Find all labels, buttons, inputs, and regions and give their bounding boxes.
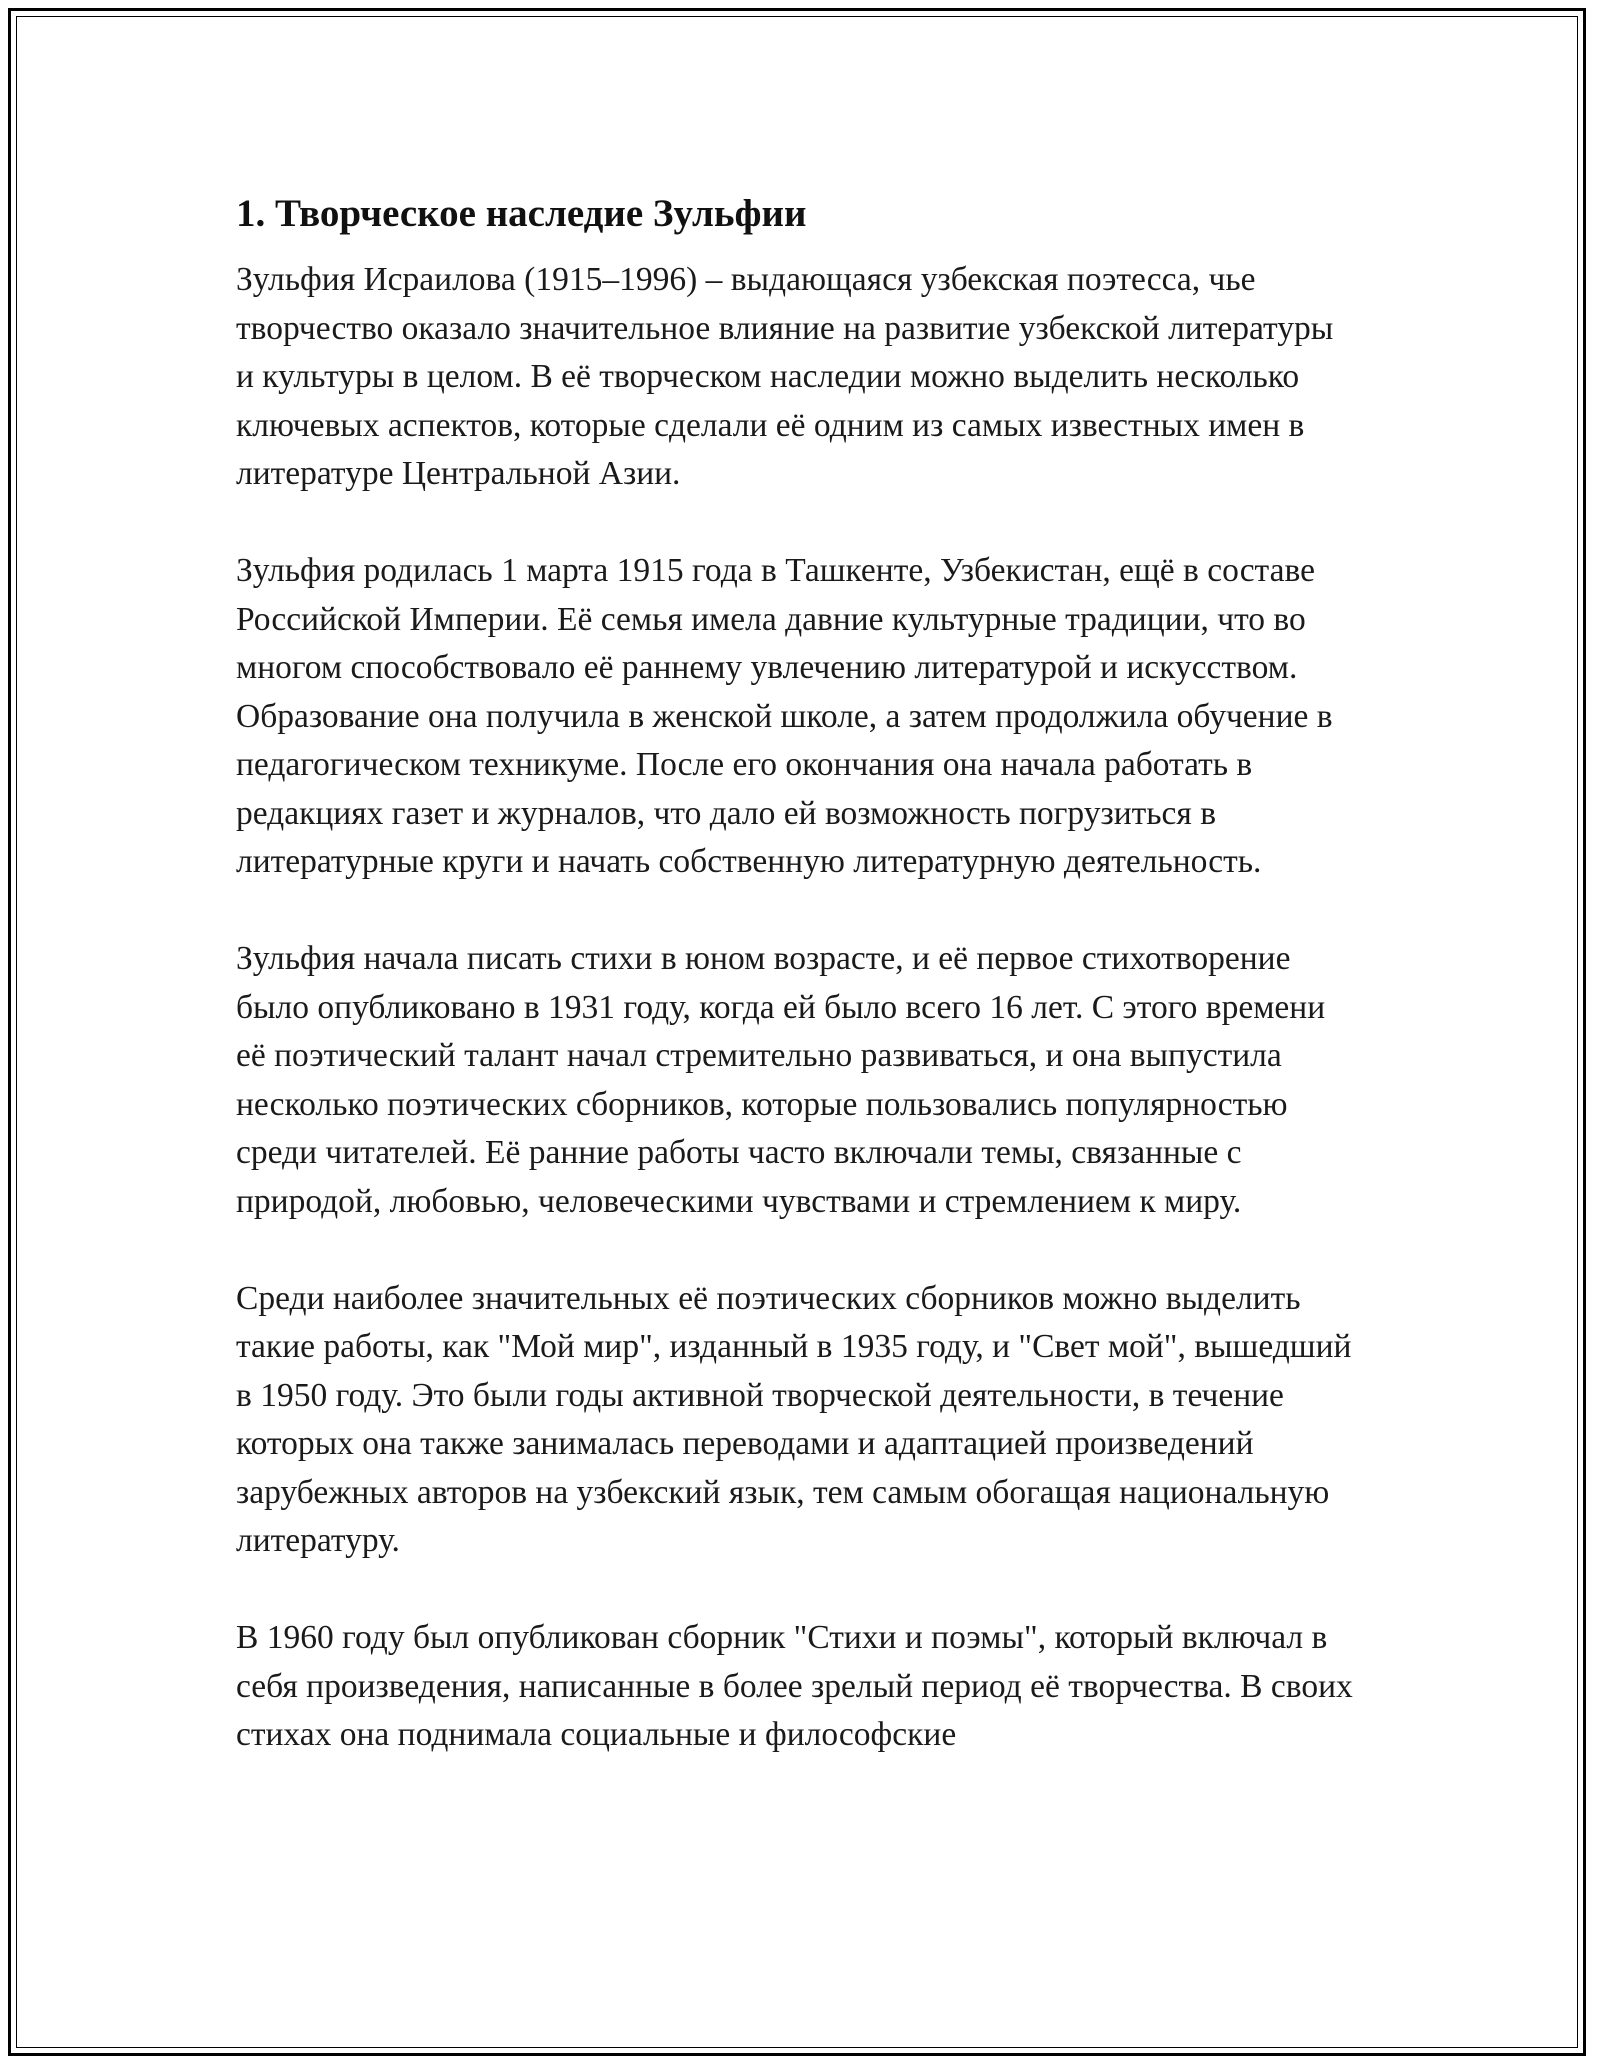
document-body <box>236 186 1356 1808</box>
paragraph-biography: Зульфия родилась 1 марта 1915 года в Ташкенте, Узбекистан, ещё в составе Российской Империи. Её семья имела давние культурные традиции, что во многом способствовало её раннему увлечению литературой и искусством. Образование она получила в женской школе, а затем продолжила обучение в педагогическом техникуме. После его окончания она начала работать в редакциях газет и журналов, что дало ей возможность погрузиться в литературные круги и начать собственную литературную деятельность. <box>236 552 1333 880</box>
paragraph-collections: Среди наиболее значительных её поэтических сборников можно выделить такие работы, как "Мой мир", изданный в 1935 году, и "Свет мой", вышедший в 1950 году. Это были годы активной творческой деятельности, в течение которых она также занималась переводами и адаптацией произведений зарубежных авторов на узбекский язык, тем самым обогащая национальную литературу. <box>236 1279 1352 1559</box>
paragraph-later-work: В 1960 году был опубликован сборник "Стихи и поэмы", который включал в себя произведения, написанные в более зрелый период её творчества. В своих стихах она поднимала социальные и философские <box>236 1619 1353 1753</box>
paragraph-intro: Зульфия Исраилова (1915–1996) – выдающаяся узбекская поэтесса, чье творчество оказало значительное влияние на развитие узбекской литературы и культуры в целом. В её творческом наследии можно выделить несколько ключевых аспектов, которые сделали её одним из самых известных имен в литературе Центральной Азии. <box>236 261 1334 492</box>
paragraph-early-work: Зульфия начала писать стихи в юном возрасте, и её первое стихотворение было опубликовано в 1931 году, когда ей было всего 16 лет. С этого времени её поэтический талант начал стремительно развиваться, и она выпустила несколько поэтических сборников, которые пользовались популярностью среди читателей. Её ранние работы часто включали темы, связанные с природой, любовью, человеческими чувствами и стремлением к миру. <box>236 940 1326 1220</box>
section-heading: 1. Творческое наследие Зульфии <box>236 192 807 235</box>
